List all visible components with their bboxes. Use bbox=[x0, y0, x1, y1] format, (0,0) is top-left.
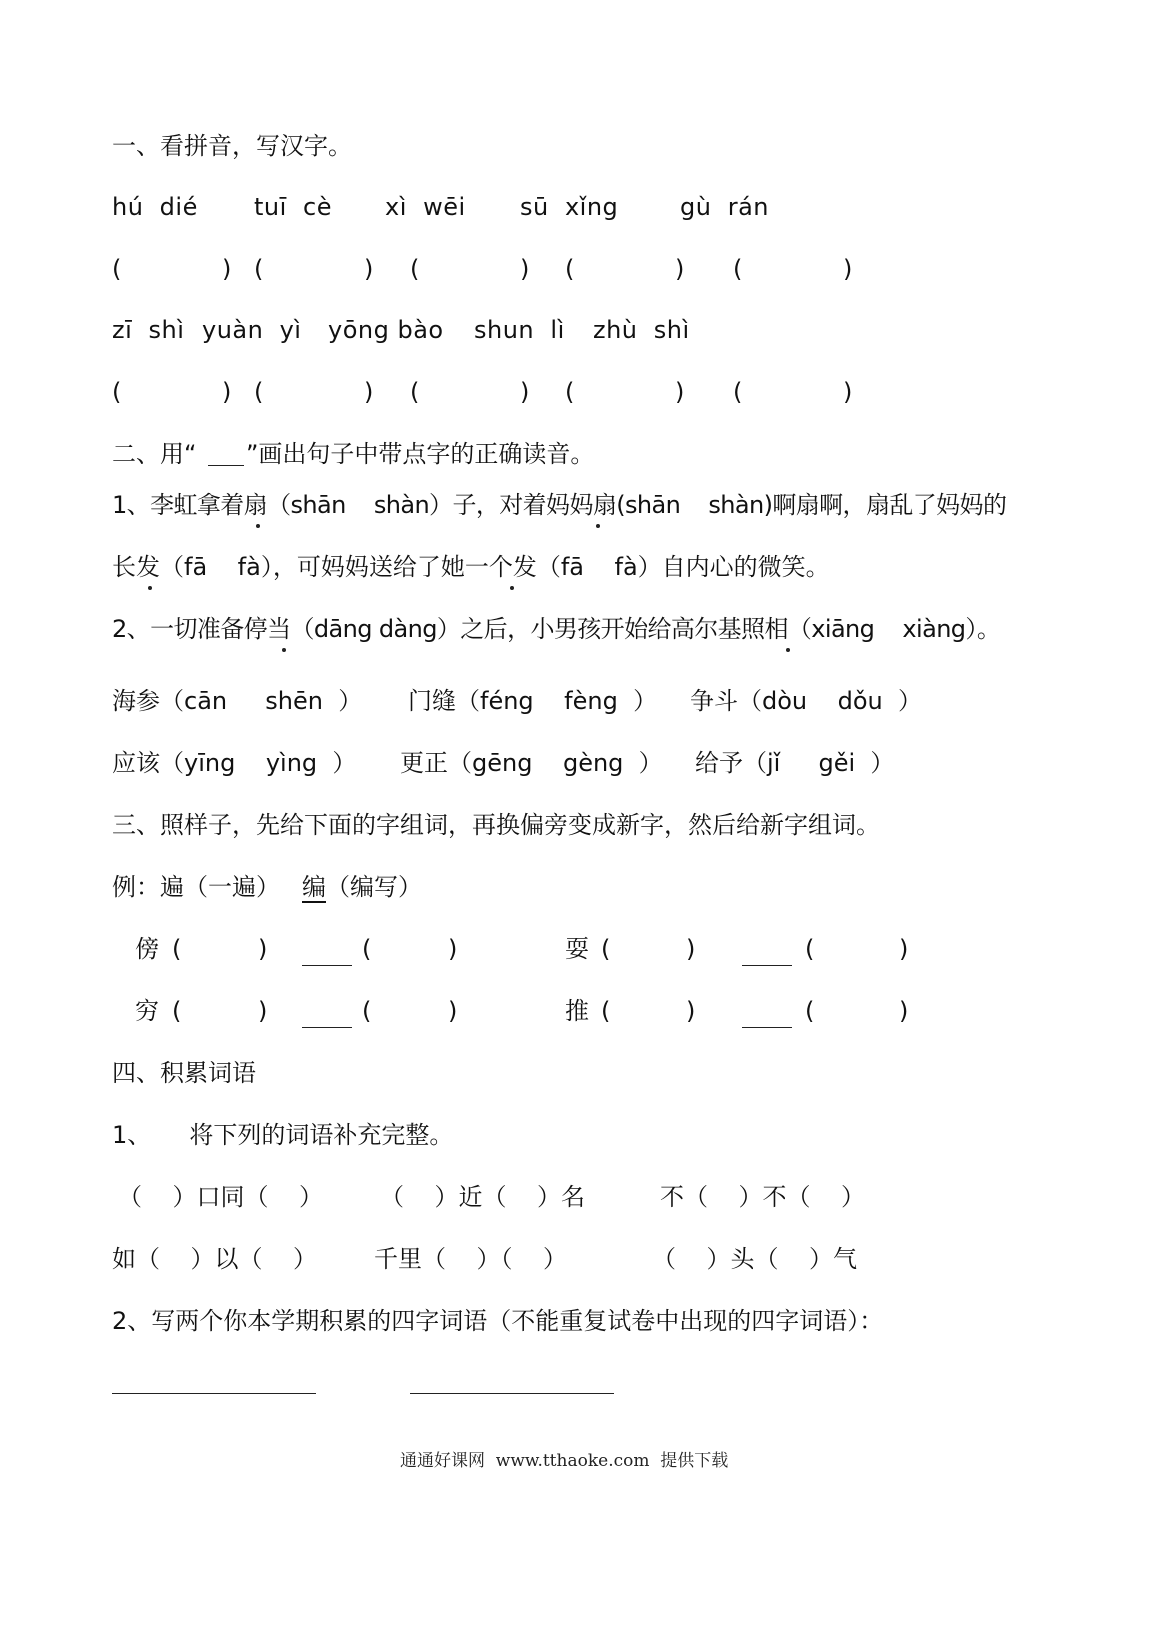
heading-underline-sample bbox=[208, 465, 244, 466]
paren-close: ) bbox=[258, 935, 268, 963]
idiom-5: 千里（ ）（ ） bbox=[374, 1245, 568, 1273]
paren-close: ) bbox=[364, 378, 374, 406]
idiom-2: （ ）近（ ）名 bbox=[380, 1183, 586, 1211]
example-new-word: （编写） bbox=[326, 873, 422, 901]
paren-open: ( bbox=[112, 255, 122, 283]
idiom-4: 如（ ）以（ ） bbox=[112, 1245, 318, 1273]
section1-heading: 一、看拼音，写汉字。 bbox=[112, 132, 352, 160]
paren-open: ( bbox=[601, 935, 611, 963]
pinyin-1-5: gù rán bbox=[680, 193, 769, 221]
paren-open: ( bbox=[254, 255, 264, 283]
emphasis-dot bbox=[256, 524, 260, 528]
paren-close: ) bbox=[258, 997, 268, 1025]
paren-open: ( bbox=[172, 997, 182, 1025]
new-char-blank bbox=[302, 965, 352, 966]
paren-close: ) bbox=[448, 997, 458, 1025]
sentence-1-line-2: 长发（fā fà），可妈妈送给了她一个发（fā fà）自内心的微笑。 bbox=[112, 553, 830, 581]
paren-close: ) bbox=[520, 255, 530, 283]
pinyin-2-1: zī shì bbox=[112, 316, 185, 344]
paren-close: ) bbox=[899, 997, 909, 1025]
emphasis-dot bbox=[510, 586, 514, 590]
word-reading-2: 门缝（féng fèng ） bbox=[408, 687, 658, 715]
paren-close: ) bbox=[222, 255, 232, 283]
paren-open: ( bbox=[410, 255, 420, 283]
sentence-2: 2、一切准备停当（dāng dàng）之后，小男孩开始给高尔基照相（xiāng xiàng）。 bbox=[112, 615, 1001, 643]
paren-open: ( bbox=[112, 378, 122, 406]
new-char-blank bbox=[742, 1027, 792, 1028]
paren-close: ) bbox=[843, 378, 853, 406]
paren-close: ) bbox=[843, 255, 853, 283]
paren-close: ) bbox=[364, 255, 374, 283]
pinyin-2-3: yōng bào bbox=[328, 316, 444, 344]
section3-heading: 三、照样子，先给下面的字组词，再换偏旁变成新字，然后给新字组词。 bbox=[112, 811, 880, 839]
pinyin-1-2: tuī cè bbox=[254, 193, 333, 221]
word-reading-1: 海参（cān shēn ） bbox=[112, 687, 363, 715]
question-2: 2、写两个你本学期积累的四字词语（不能重复试卷中出现的四字词语）： bbox=[112, 1307, 884, 1335]
word-reading-6: 给予（jǐ gěi ） bbox=[695, 749, 895, 777]
emphasis-dot bbox=[786, 648, 790, 652]
paren-open: ( bbox=[254, 378, 264, 406]
question-1: 1、 将下列的词语补充完整。 bbox=[112, 1121, 454, 1149]
section2-heading-b: ”画出句子中带点字的正确读音。 bbox=[246, 440, 595, 468]
pinyin-1-3: xì wēi bbox=[385, 193, 466, 221]
paren-close: ) bbox=[448, 935, 458, 963]
answer-line-1 bbox=[112, 1393, 316, 1394]
pinyin-2-4: shun lì bbox=[474, 316, 565, 344]
char-prompt-2: 耍 bbox=[565, 935, 589, 963]
paren-close: ) bbox=[520, 378, 530, 406]
new-char-blank bbox=[302, 1027, 352, 1028]
idiom-6: （ ）头（ ）气 bbox=[652, 1245, 858, 1273]
pinyin-2-2: yuàn yì bbox=[202, 316, 302, 344]
paren-open: ( bbox=[733, 255, 743, 283]
answer-line-2 bbox=[410, 1393, 614, 1394]
word-reading-5: 更正（gēng gèng ） bbox=[400, 749, 663, 777]
char-prompt-1: 傍 bbox=[135, 935, 159, 963]
section2-heading-a: 二、用“ bbox=[112, 440, 197, 468]
example-new-char: 编 bbox=[302, 873, 326, 901]
char-prompt-3: 穷 bbox=[135, 997, 159, 1025]
emphasis-dot bbox=[596, 524, 600, 528]
paren-close: ) bbox=[675, 378, 685, 406]
paren-open: ( bbox=[410, 378, 420, 406]
pinyin-1-1: hú dié bbox=[112, 193, 198, 221]
paren-open: ( bbox=[601, 997, 611, 1025]
paren-close: ) bbox=[675, 255, 685, 283]
paren-close: ) bbox=[899, 935, 909, 963]
emphasis-dot bbox=[148, 586, 152, 590]
char-prompt-4: 推 bbox=[565, 997, 589, 1025]
section4-heading: 四、积累词语 bbox=[112, 1059, 256, 1087]
paren-close: ) bbox=[686, 935, 696, 963]
paren-open: ( bbox=[362, 935, 372, 963]
new-char-blank bbox=[742, 965, 792, 966]
example-prefix: 例：遍（一遍） bbox=[112, 873, 280, 901]
paren-open: ( bbox=[733, 378, 743, 406]
footer-source: 通通好课网 www.tthaoke.com 提供下载 bbox=[400, 1451, 729, 1471]
word-reading-4: 应该（yīng yìng ） bbox=[112, 749, 357, 777]
paren-open: ( bbox=[565, 255, 575, 283]
pinyin-1-4: sū xǐng bbox=[520, 193, 619, 221]
paren-open: ( bbox=[805, 935, 815, 963]
idiom-1: （ ）口同（ ） bbox=[118, 1183, 324, 1211]
paren-open: ( bbox=[805, 997, 815, 1025]
paren-open: ( bbox=[362, 997, 372, 1025]
paren-open: ( bbox=[172, 935, 182, 963]
paren-close: ) bbox=[222, 378, 232, 406]
paren-close: ) bbox=[686, 997, 696, 1025]
idiom-3: 不（ ）不（ ） bbox=[660, 1183, 866, 1211]
paren-open: ( bbox=[565, 378, 575, 406]
sentence-1-line-1: 1、李虹拿着扇（shān shàn）子，对着妈妈扇(shān shàn)啊扇啊，扇乱了妈妈的 bbox=[112, 491, 1007, 519]
word-reading-3: 争斗（dòu dǒu ） bbox=[690, 687, 923, 715]
emphasis-dot bbox=[282, 648, 286, 652]
pinyin-2-5: zhù shì bbox=[593, 316, 690, 344]
